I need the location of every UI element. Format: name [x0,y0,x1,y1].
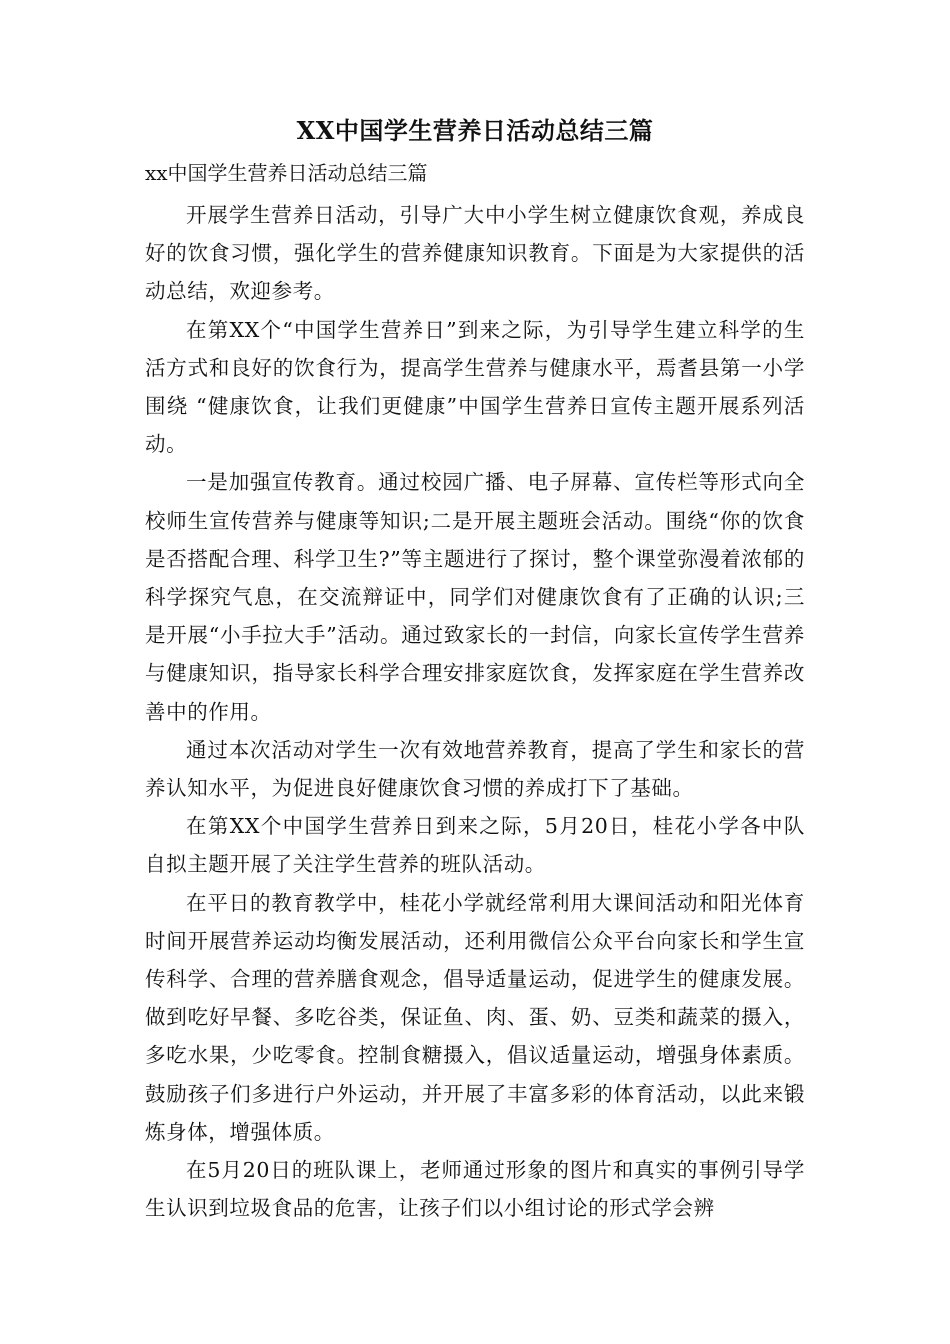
paragraph: 一是加强宣传教育。通过校园广播、电子屏幕、宣传栏等形式向全校师生宣传营养与健康等知识;二是开展主题班会活动。围绕“你的饮食是否搭配合理、科学卫生?”等主题进行了探讨，整个课堂弥漫着浓郁的科学探究气息，在交流辩证中，同学们对健康饮食有了正确的认识;三是开展“小手拉大手”活动。通过致家长的一封信，向家长宣传学生营养与健康知识，指导家长科学合理安排家庭饮食，发挥家庭在学生营养改善中的作用。 [145,470,805,724]
document-subtitle: xx中国学生营养日活动总结三篇 [145,161,428,185]
paragraph: 在平日的教育教学中，桂花小学就经常利用大课间活动和阳光体育时间开展营养运动均衡发展活动，还利用微信公众平台向家长和学生宣传科学、合理的营养膳食观念，倡导适量运动，促进学生的健康发展。做到吃好早餐、多吃谷类，保证鱼、肉、蛋、奶、豆类和蔬菜的摄入，多吃水果，少吃零食。控制食糖摄入，倡议适量运动，增强身体素质。鼓励孩子们多进行户外运动，并开展了丰富多彩的体育活动，以此来锻炼身体，增强体质。 [145,890,805,1144]
paragraph: 通过本次活动对学生一次有效地营养教育，提高了学生和家长的营养认知水平，为促进良好健康饮食习惯的养成打下了基础。 [145,737,805,801]
paragraph: 在第XX个“中国学生营养日”到来之际，为引导学生建立科学的生活方式和良好的饮食行为，提高学生营养与健康水平，焉耆县第一小学围绕 “健康饮食，让我们更健康”中国学生营养日宣传主题开展系列活动。 [145,317,805,457]
paragraph: 开展学生营养日活动，引导广大中小学生树立健康饮食观，养成良好的饮食习惯，强化学生的营养健康知识教育。下面是为大家提供的活动总结，欢迎参考。 [145,203,805,304]
paragraph: 在5月20日的班队课上，老师通过形象的图片和真实的事例引导学生认识到垃圾食品的危害，让孩子们以小组讨论的形式学会辨 [145,1158,805,1221]
document-title: XX中国学生营养日活动总结三篇 [296,116,654,145]
paragraph: 在第XX个中国学生营养日到来之际，5月20日，桂花小学各中队自拟主题开展了关注学生营养的班队活动。 [145,814,805,877]
document-body [145,196,805,1227]
